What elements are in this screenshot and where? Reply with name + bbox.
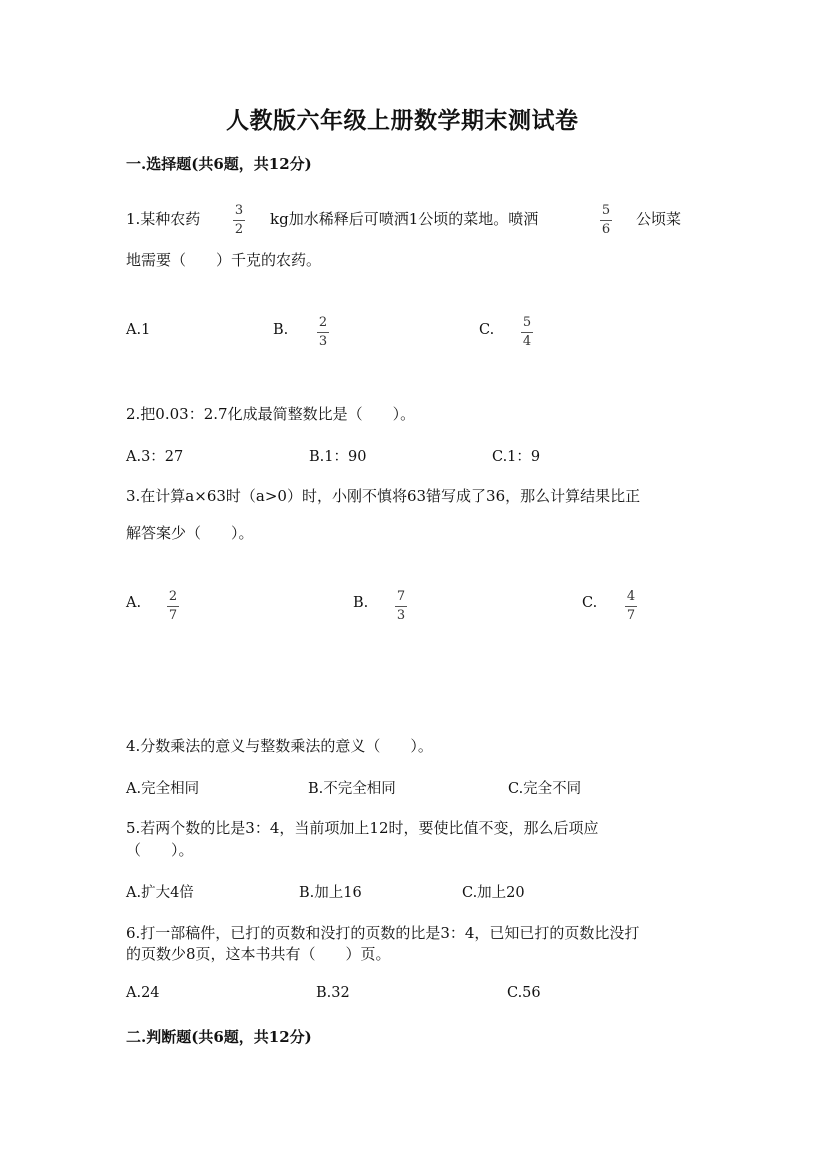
option-c[interactable]: C.完全不同 [508, 781, 582, 797]
question-text: 1.某种农药 [126, 210, 201, 228]
denominator: 6 [601, 222, 611, 237]
question-text: 的页数少8页，这本书共有（ ）页。 [126, 945, 391, 963]
question-text: （ ）。 [126, 841, 194, 859]
fraction [317, 316, 329, 349]
question-text: 4.分数乘法的意义与整数乘法的意义（ ）。 [126, 737, 433, 755]
option-b[interactable]: B. [353, 595, 369, 611]
fraction [395, 590, 407, 623]
option-c[interactable]: C. [582, 595, 598, 611]
option-c[interactable]: C.56 [507, 985, 541, 1001]
section-heading-choice: 一.选择题(共6题，共12分) [126, 155, 312, 173]
question-text: 6.打一部稿件，已打的页数和没打的页数的比是3：4，已知已打的页数比没打 [126, 924, 640, 942]
numerator: 3 [234, 203, 244, 218]
option-b[interactable]: B.32 [316, 985, 350, 1001]
fraction [521, 316, 533, 349]
fraction [625, 590, 637, 623]
fraction-bar [395, 606, 407, 607]
question-text: 地需要（ ）千克的农药。 [126, 251, 322, 269]
denominator: 7 [626, 608, 636, 623]
option-a[interactable]: A.3：27 [126, 449, 184, 465]
fraction-bar [625, 606, 637, 607]
fraction-bar [521, 332, 533, 333]
fraction-bar [167, 606, 179, 607]
option-b[interactable]: B.加上16 [299, 885, 362, 901]
numerator: 5 [522, 315, 532, 330]
option-a[interactable]: A. [126, 595, 142, 611]
page-title: 人教版六年级上册数学期末测试卷 [226, 107, 579, 134]
fraction [233, 204, 245, 237]
denominator: 2 [234, 222, 244, 237]
numerator: 2 [168, 589, 178, 604]
option-b[interactable]: B.不完全相同 [308, 781, 396, 797]
option-c[interactable]: C.加上20 [462, 885, 525, 901]
fraction-bar [317, 332, 329, 333]
numerator: 7 [396, 589, 406, 604]
question-text: 3.在计算a×63时（a>0）时，小刚不慎将63错写成了36，那么计算结果比正 [126, 487, 641, 505]
numerator: 5 [601, 203, 611, 218]
denominator: 3 [396, 608, 406, 623]
option-c[interactable]: C. [479, 322, 495, 338]
denominator: 7 [168, 608, 178, 623]
denominator: 3 [318, 334, 328, 349]
option-a[interactable]: A.完全相同 [126, 781, 200, 797]
section-heading-judgement: 二.判断题(共6题，共12分) [126, 1028, 312, 1046]
question-text: 2.把0.03：2.7化成最简整数比是（ ）。 [126, 405, 416, 423]
numerator: 4 [626, 589, 636, 604]
option-a[interactable]: A.扩大4倍 [126, 885, 194, 901]
option-b[interactable]: B. [273, 322, 289, 338]
numerator: 2 [318, 315, 328, 330]
question-text: 解答案少（ ）。 [126, 524, 254, 542]
question-text: 公顷菜 [636, 210, 682, 228]
option-b[interactable]: B.1：90 [309, 449, 367, 465]
fraction-bar [233, 220, 245, 221]
question-text: kg加水稀释后可喷洒1公顷的菜地。喷洒 [270, 210, 539, 228]
fraction-bar [600, 220, 612, 221]
fraction [600, 204, 612, 237]
option-a[interactable]: A.1 [126, 322, 151, 338]
denominator: 4 [522, 334, 532, 349]
question-text: 5.若两个数的比是3：4，当前项加上12时，要使比值不变，那么后项应 [126, 819, 599, 837]
fraction [167, 590, 179, 623]
option-c[interactable]: C.1：9 [492, 449, 541, 465]
option-a[interactable]: A.24 [126, 985, 160, 1001]
